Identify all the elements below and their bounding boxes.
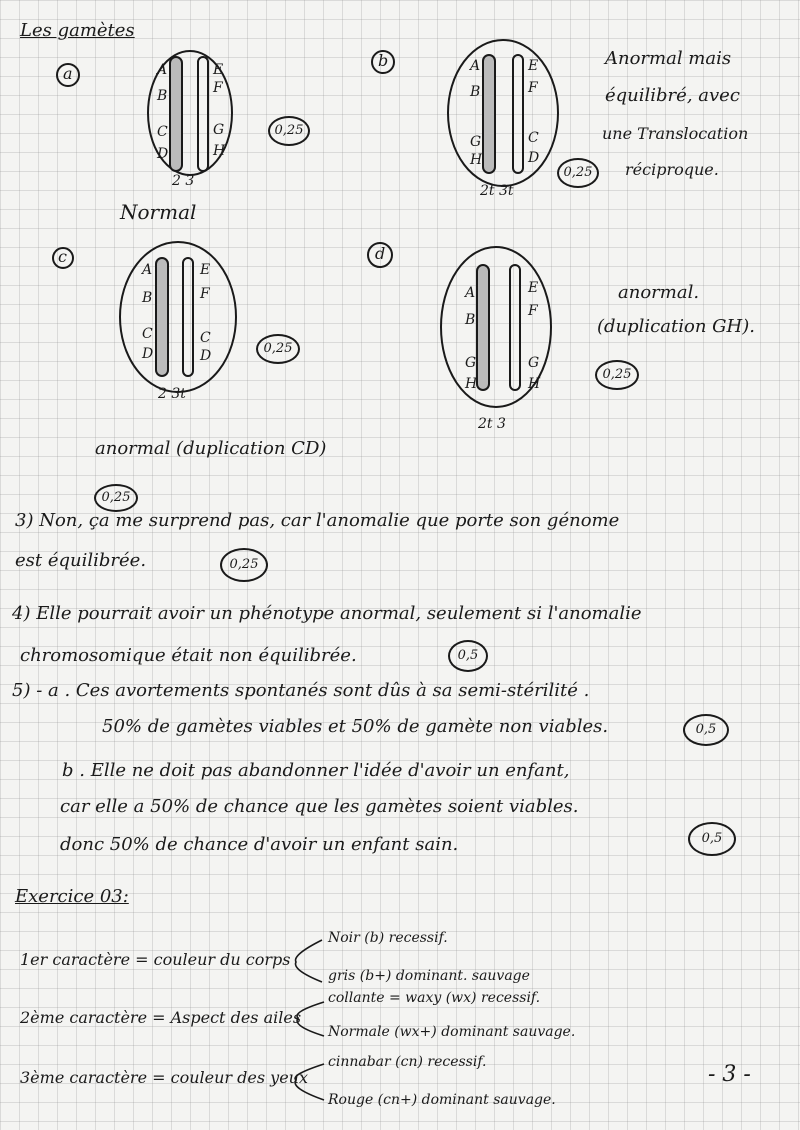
gamete-b-labels: 2t 3t [480,183,514,199]
gamete-d-chrom-2t [477,265,489,390]
gene-label: H [470,152,483,168]
answer-q5b-line3: donc 50% de chance d'avoir un enfant sain. [60,834,459,855]
gene-label: B [465,312,476,328]
gamete-a-verdict: Normal [120,200,197,224]
gene-label: E [528,280,539,296]
caractere-2-option-1: collante = waxy (wx) recessif. [328,990,541,1006]
caractere-2-option-2: Normale (wx+) dominant sauvage. [328,1024,576,1040]
gamete-c-cell [120,242,236,392]
gene-label: G [470,134,482,150]
marker-c: c [58,247,67,266]
answer-q5b-line1: b . Elle ne doit pas abandonner l'idée d'avoir un enfant, [62,760,570,781]
gamete-c-verdict: anormal (duplication CD) [95,438,327,459]
gamete-c-chrom-2 [156,258,168,376]
gamete-b-verdict-line4: réciproque. [625,160,719,179]
gene-label: B [470,84,481,100]
gamete-b-verdict-line3: une Translocation [602,124,749,143]
answer-q3-line1: 3) Non, ça me surprend pas, car l'anomalie que porte son génome [15,510,620,531]
gene-label: D [157,146,169,162]
page-number: - 3 - [708,1062,751,1087]
gene-label: A [470,58,481,74]
brace-2 [297,1002,324,1036]
gene-label: D [200,348,212,364]
gene-label: D [142,346,154,362]
caractere-1-option-2: gris (b+) dominant. sauvage [328,968,530,984]
caractere-3-label: 3ème caractère = couleur des yeux [20,1068,308,1087]
caractere-1-option-1: Noir (b) recessif. [328,930,448,946]
score-badge: 0,25 [557,158,599,188]
marker-d: d [375,244,386,263]
marker-a: a [63,64,73,83]
gene-label: H [465,376,478,392]
gene-label: G [465,355,477,371]
gene-label: C [142,326,153,342]
gene-label: F [213,80,223,96]
answer-q4-line1: 4) Elle pourrait avoir un phénotype anormal, seulement si l'anomalie [12,603,642,624]
gamete-b-chrom-3t [513,55,523,173]
gene-label: A [465,285,476,301]
score-badge: 0,5 [683,714,729,746]
answer-q4-line2: chromosomique était non équilibrée. [20,645,357,666]
gene-label: H [213,143,226,159]
gene-label: G [528,355,540,371]
answer-q5a-line2: 50% de gamètes viables et 50% de gamète non viables. [102,716,609,737]
gamete-d-chrom-3 [510,265,520,390]
gamete-b-chrom-2t [483,55,495,173]
gene-label: C [157,124,168,140]
gene-label: F [528,80,538,96]
gene-label: G [213,122,225,138]
score-badge: 0,25 [94,484,138,512]
score-badge: 0,25 [220,548,268,582]
gamete-a-chrom-2 [170,57,182,171]
score-badge: 0,25 [268,116,310,146]
marker-b: b [378,51,389,70]
gamete-b-verdict-line1: Anormal mais [605,48,732,69]
caractere-1-label: 1er caractère = couleur du corps [20,950,291,969]
gene-label: B [142,290,153,306]
gene-label: H [528,376,541,392]
gamete-c-labels: 2 3t [158,386,186,402]
gametes-diagram [0,0,800,480]
score-badge: 0,25 [256,334,300,364]
gamete-d-verdict-line2: (duplication GH). [597,316,755,337]
gene-label: B [157,88,168,104]
gamete-b-cell [448,40,558,186]
gene-label: C [528,130,539,146]
brace-1 [296,940,322,982]
score-badge: 0,25 [595,360,639,390]
gamete-c-chrom-3t [183,258,193,376]
gene-label: A [157,62,168,78]
score-badge: 0,5 [448,640,488,672]
gamete-d-labels: 2t 3 [478,416,506,432]
answer-q5b-line2: car elle a 50% de chance que les gamètes soient viables. [60,796,579,817]
gamete-d-verdict-line1: anormal. [618,282,700,303]
gene-label: E [200,262,211,278]
exercise-title: Exercice 03: [15,886,129,907]
caractere-3-option-1: cinnabar (cn) recessif. [328,1054,487,1070]
gamete-b-verdict-line2: équilibré, avec [605,85,740,106]
gamete-a-labels: 2 3 [172,173,195,189]
caractere-3-option-2: Rouge (cn+) dominant sauvage. [328,1092,556,1108]
gene-label: C [200,330,211,346]
page-title: Les gamètes [20,20,135,41]
caractere-2-label: 2ème caractère = Aspect des ailes [20,1008,302,1027]
answer-q5a-line1: 5) - a . Ces avortements spontanés sont dûs à sa semi-stérilité . [12,680,590,701]
score-badge: 0,5 [688,822,736,856]
gene-label: E [528,58,539,74]
gamete-a-chrom-3 [198,57,208,171]
gene-label: D [528,150,540,166]
answer-q3-line2: est équilibrée. [15,550,147,571]
gene-label: A [142,262,153,278]
gene-label: F [200,286,210,302]
gene-label: E [213,62,224,78]
gene-label: F [528,303,538,319]
